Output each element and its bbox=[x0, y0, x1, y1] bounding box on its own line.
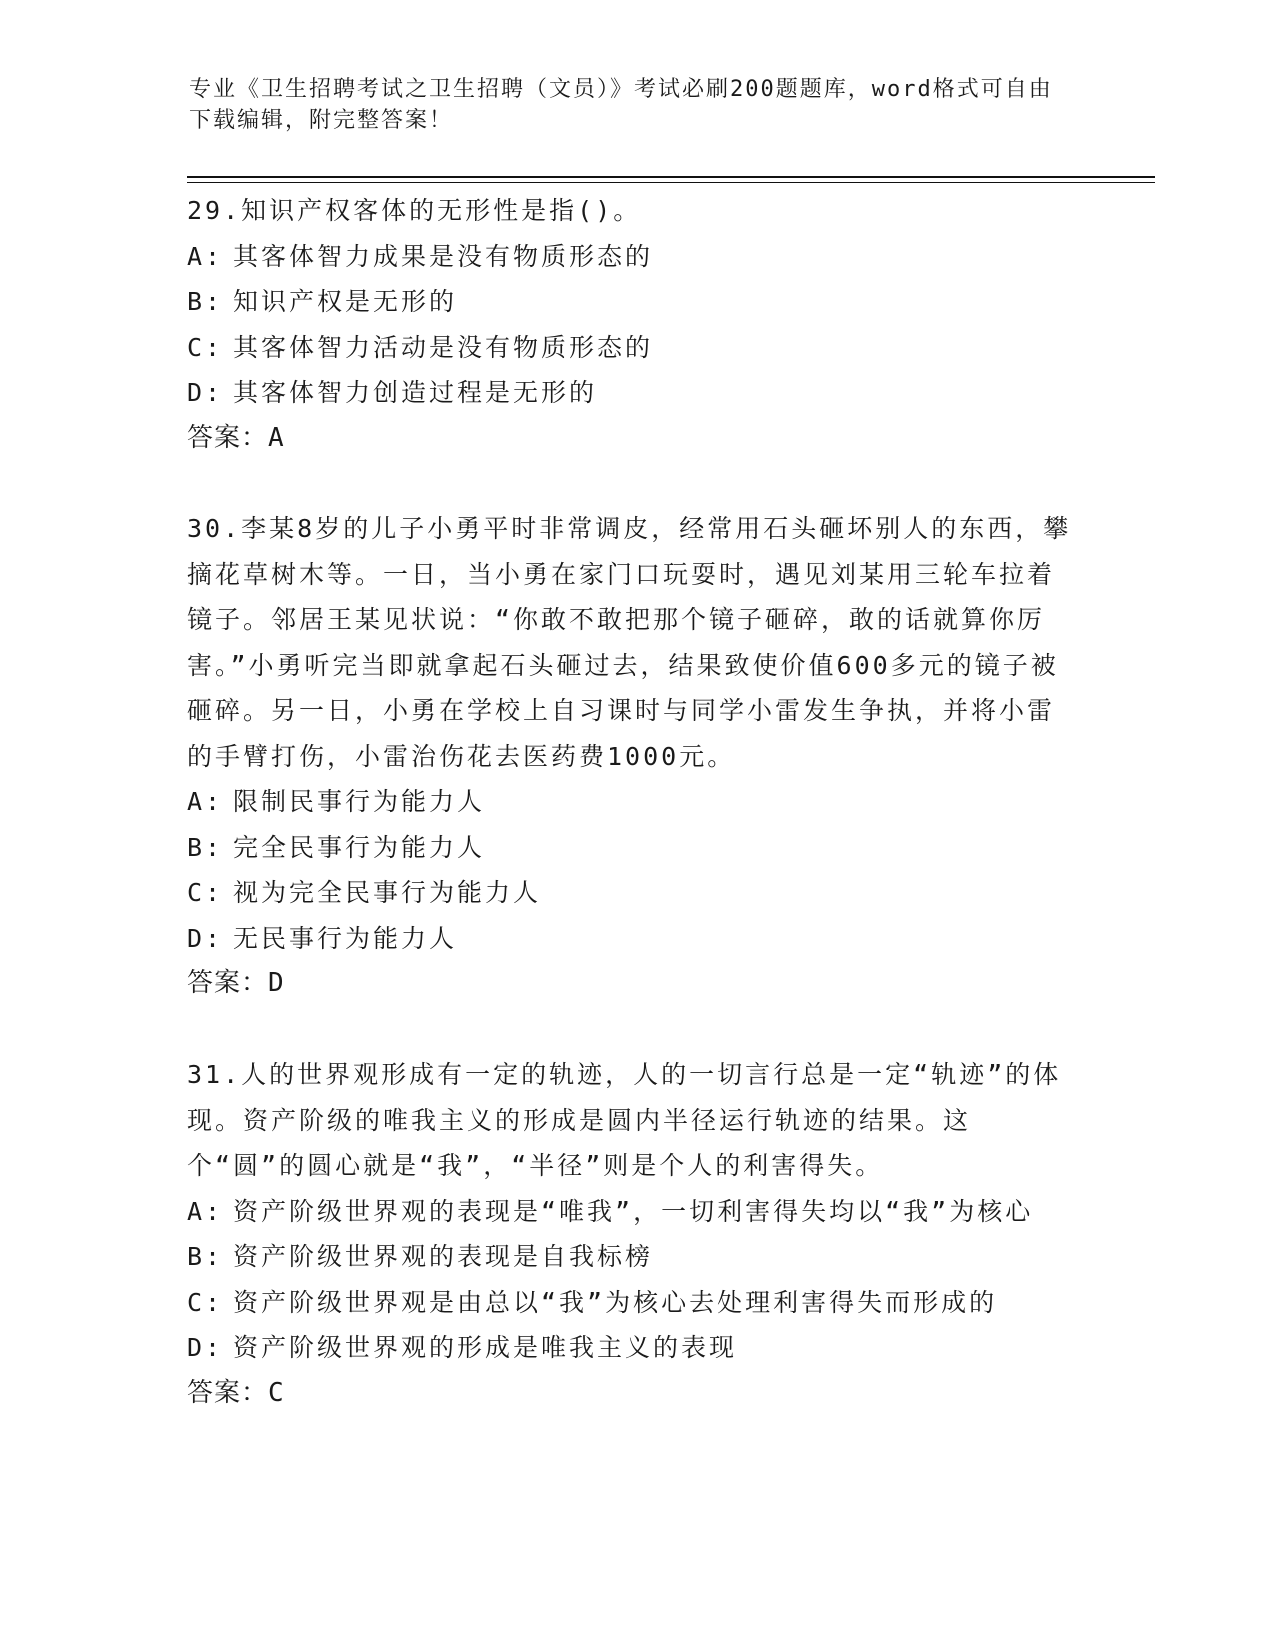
answer-label: 答案： bbox=[187, 968, 269, 998]
option-text: 无民事行为能力人 bbox=[233, 923, 458, 953]
option-text: 资产阶级世界观的表现是自我标榜 bbox=[233, 1242, 654, 1271]
option-letter: D: bbox=[187, 923, 224, 953]
option-letter: A: bbox=[187, 1196, 224, 1226]
option-d bbox=[187, 370, 1077, 416]
answer-line bbox=[187, 416, 1077, 462]
option-text: 知识产权是无形的 bbox=[233, 287, 458, 316]
option-text: 视为完全民事行为能力人 bbox=[233, 878, 542, 907]
answer-value: C bbox=[268, 1377, 285, 1408]
option-letter: D: bbox=[187, 1333, 224, 1362]
option-a bbox=[187, 779, 1077, 825]
option-letter: C: bbox=[187, 1287, 224, 1317]
option-letter: C: bbox=[187, 332, 224, 362]
option-b bbox=[187, 279, 1077, 325]
answer-line bbox=[187, 1371, 1077, 1417]
answer-label: 答案： bbox=[187, 422, 269, 453]
option-letter: B: bbox=[187, 287, 224, 316]
option-c bbox=[187, 325, 1077, 371]
header-divider-thin bbox=[187, 182, 1155, 183]
header-divider-thick bbox=[187, 176, 1155, 178]
answer-value: A bbox=[268, 422, 285, 453]
option-letter: A: bbox=[187, 787, 224, 816]
question-stem: 30.李某8岁的儿子小勇平时非常调皮，经常用石头砸坏别人的东西，攀摘花草树木等。一日，当小勇在家门口玩耍时，遇见刘某用三轮车拉着镜子。邻居王某见状说：“你敢不敢把那个镜子砸碎，敢的话就算你厉害。”小勇听完当即就拿起石头砸过去，结果致使价值600多元的镜子被砸碎。另一日，小勇在学校上自习课时与同学小雷发生争执，并将小雷的手臂打伤，小雷治伤花去医药费1000元。 bbox=[187, 514, 1072, 771]
option-text: 其客体智力创造过程是无形的 bbox=[233, 378, 598, 407]
answer-line bbox=[187, 961, 1077, 1007]
document-header: 专业《卫生招聘考试之卫生招聘（文员）》考试必刷200题题库，word格式可自由下载编辑，附完整答案！ bbox=[189, 77, 1053, 133]
option-b bbox=[187, 1234, 1077, 1280]
option-text: 资产阶级世界观是由总以“我”为核心去处理利害得失而形成的 bbox=[233, 1287, 998, 1317]
option-text: 资产阶级世界观的形成是唯我主义的表现 bbox=[233, 1333, 738, 1362]
option-text: 其客体智力活动是没有物质形态的 bbox=[233, 332, 654, 362]
answer-value: D bbox=[268, 968, 285, 998]
option-text: 限制民事行为能力人 bbox=[233, 787, 486, 816]
question-stem: 29.知识产权客体的无形性是指()。 bbox=[187, 196, 642, 225]
question-29 bbox=[187, 188, 1077, 461]
option-a bbox=[187, 1189, 1077, 1235]
option-text: 其客体智力成果是没有物质形态的 bbox=[233, 241, 654, 271]
option-c bbox=[187, 870, 1077, 916]
answer-label: 答案： bbox=[187, 1377, 269, 1408]
option-letter: D: bbox=[187, 378, 224, 407]
option-letter: C: bbox=[187, 878, 224, 907]
option-text: 资产阶级世界观的表现是“唯我”，一切利害得失均以“我”为核心 bbox=[233, 1196, 1034, 1226]
question-31 bbox=[187, 1052, 1077, 1416]
option-d bbox=[187, 916, 1077, 962]
option-a bbox=[187, 234, 1077, 280]
question-stem: 31.人的世界观形成有一定的轨迹，人的一切言行总是一定“轨迹”的体现。资产阶级的唯我主义的形成是圆内半径运行轨迹的结果。这个“圆”的圆心就是“我”，“半径”则是个人的利害得失。 bbox=[187, 1060, 1062, 1180]
option-d bbox=[187, 1325, 1077, 1371]
option-text: 完全民事行为能力人 bbox=[233, 832, 486, 862]
option-c bbox=[187, 1280, 1077, 1326]
option-b bbox=[187, 825, 1077, 871]
question-30 bbox=[187, 506, 1077, 1007]
option-letter: A: bbox=[187, 241, 224, 271]
option-letter: B: bbox=[187, 832, 224, 862]
option-letter: B: bbox=[187, 1242, 224, 1271]
